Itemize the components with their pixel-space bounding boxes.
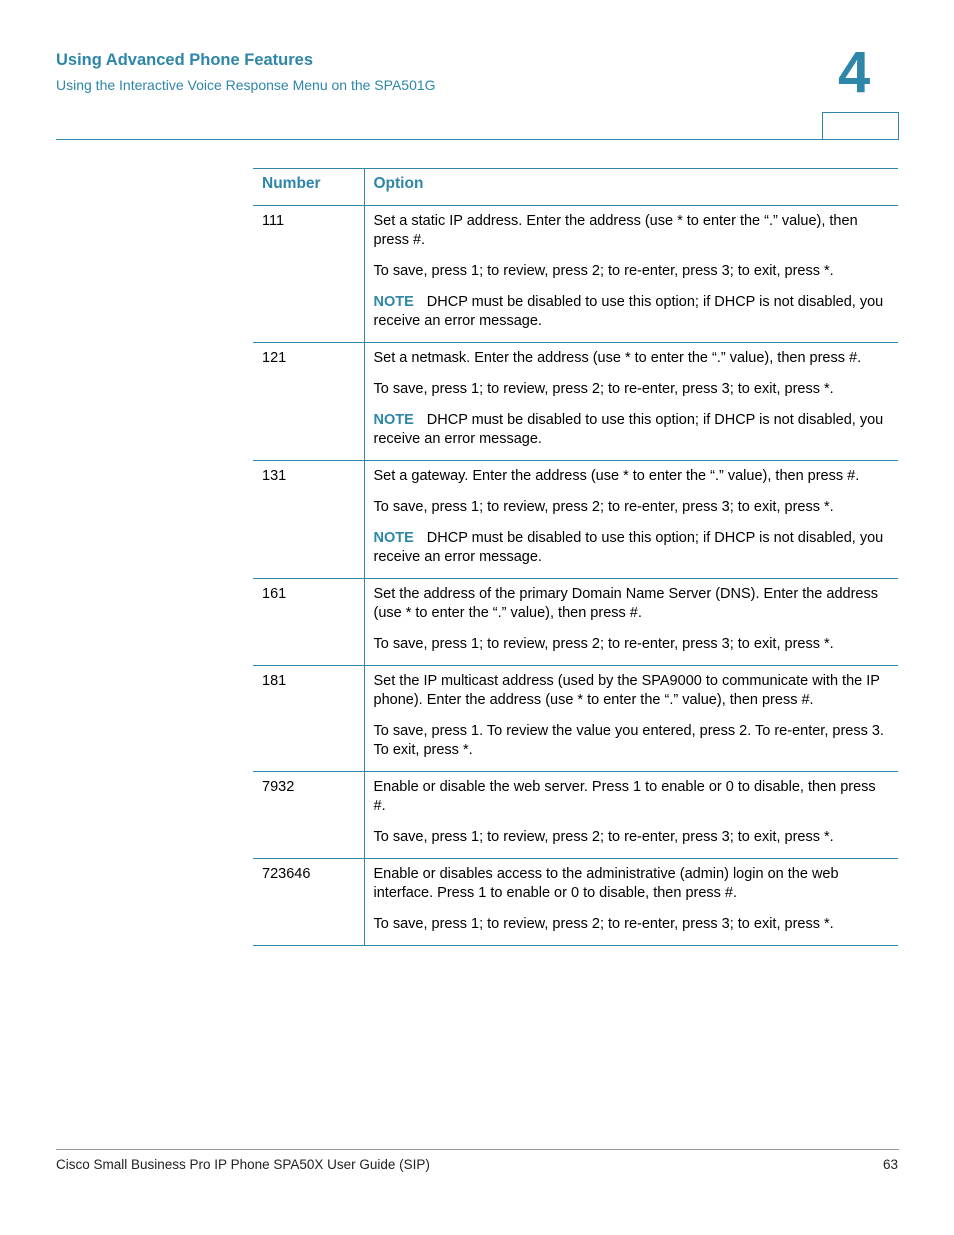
table-row	[253, 666, 898, 772]
option-number: 7932	[253, 772, 364, 859]
option-description	[364, 461, 898, 579]
note-paragraph	[374, 529, 890, 567]
option-paragraph: Set a static IP address. Enter the address (use * to enter the “.” value), then press #.	[373, 213, 858, 248]
option-number: 121	[253, 343, 364, 461]
option-paragraph: Set a netmask. Enter the address (use * to enter the “.” value), then press #.	[373, 350, 862, 366]
table-row	[253, 206, 898, 343]
table-header-row	[253, 169, 898, 206]
option-paragraph: To save, press 1; to review, press 2; to re-enter, press 3; to exit, press *.	[373, 636, 834, 652]
option-description	[364, 666, 898, 772]
option-paragraph: Enable or disables access to the administrative (admin) login on the web interface. Press 1 to enable or 0 to disable, then press #.	[373, 866, 839, 901]
header-divider	[56, 139, 899, 140]
option-number: 723646	[253, 859, 364, 946]
table-body	[253, 206, 898, 946]
option-description	[364, 206, 898, 343]
note-text: DHCP must be disabled to use this option; if DHCP is not disabled, you receive an error message.	[373, 294, 884, 329]
option-paragraph: To save, press 1. To review the value you entered, press 2. To re-enter, press 3. To exit, press *.	[373, 723, 884, 758]
column-header-option: Option	[364, 169, 898, 206]
section-subtitle: Using the Interactive Voice Response Menu on the SPA501G	[56, 77, 436, 93]
note-paragraph	[374, 293, 890, 331]
table-header	[253, 169, 898, 206]
note-label: NOTE	[373, 412, 414, 428]
ivr-options-table	[253, 168, 898, 946]
column-header-number: Number	[253, 169, 364, 206]
option-paragraph: Set a gateway. Enter the address (use * to enter the “.” value), then press #.	[373, 468, 860, 484]
option-paragraph: To save, press 1; to review, press 2; to re-enter, press 3; to exit, press *.	[373, 263, 834, 279]
option-number: 181	[253, 666, 364, 772]
option-number: 111	[253, 206, 364, 343]
chapter-number: 4	[838, 40, 871, 105]
note-text: DHCP must be disabled to use this option; if DHCP is not disabled, you receive an error message.	[373, 412, 884, 447]
option-number: 161	[253, 579, 364, 666]
table-row	[253, 579, 898, 666]
option-number: 131	[253, 461, 364, 579]
option-description	[364, 579, 898, 666]
page-number: 63	[882, 1157, 898, 1172]
option-paragraph: Set the IP multicast address (used by the SPA9000 to communicate with the IP phone). Enter the address (use * to enter the “.” value), then press #.	[373, 673, 880, 708]
chapter-tab-decoration	[822, 112, 899, 140]
option-paragraph: To save, press 1; to review, press 2; to re-enter, press 3; to exit, press *.	[373, 381, 834, 397]
option-paragraph: To save, press 1; to review, press 2; to re-enter, press 3; to exit, press *.	[373, 916, 834, 932]
footer-divider	[56, 1149, 899, 1150]
note-label: NOTE	[373, 530, 414, 546]
note-text: DHCP must be disabled to use this option; if DHCP is not disabled, you receive an error message.	[373, 530, 884, 565]
section-title: Using Advanced Phone Features	[56, 51, 314, 69]
option-paragraph: To save, press 1; to review, press 2; to re-enter, press 3; to exit, press *.	[373, 829, 834, 845]
table-row	[253, 461, 898, 579]
option-paragraph: Enable or disable the web server. Press 1 to enable or 0 to disable, then press #.	[373, 779, 876, 814]
table-row	[253, 859, 898, 946]
table-row	[253, 772, 898, 859]
table-row	[253, 343, 898, 461]
option-paragraph: To save, press 1; to review, press 2; to re-enter, press 3; to exit, press *.	[373, 499, 834, 515]
footer-doc-title: Cisco Small Business Pro IP Phone SPA50X User Guide (SIP)	[56, 1157, 430, 1172]
note-label: NOTE	[373, 294, 414, 310]
option-description	[364, 772, 898, 859]
option-description	[364, 343, 898, 461]
note-paragraph	[374, 411, 890, 449]
option-description	[364, 859, 898, 946]
option-paragraph: Set the address of the primary Domain Name Server (DNS). Enter the address (use * to enter the “.” value), then press #.	[373, 586, 878, 621]
